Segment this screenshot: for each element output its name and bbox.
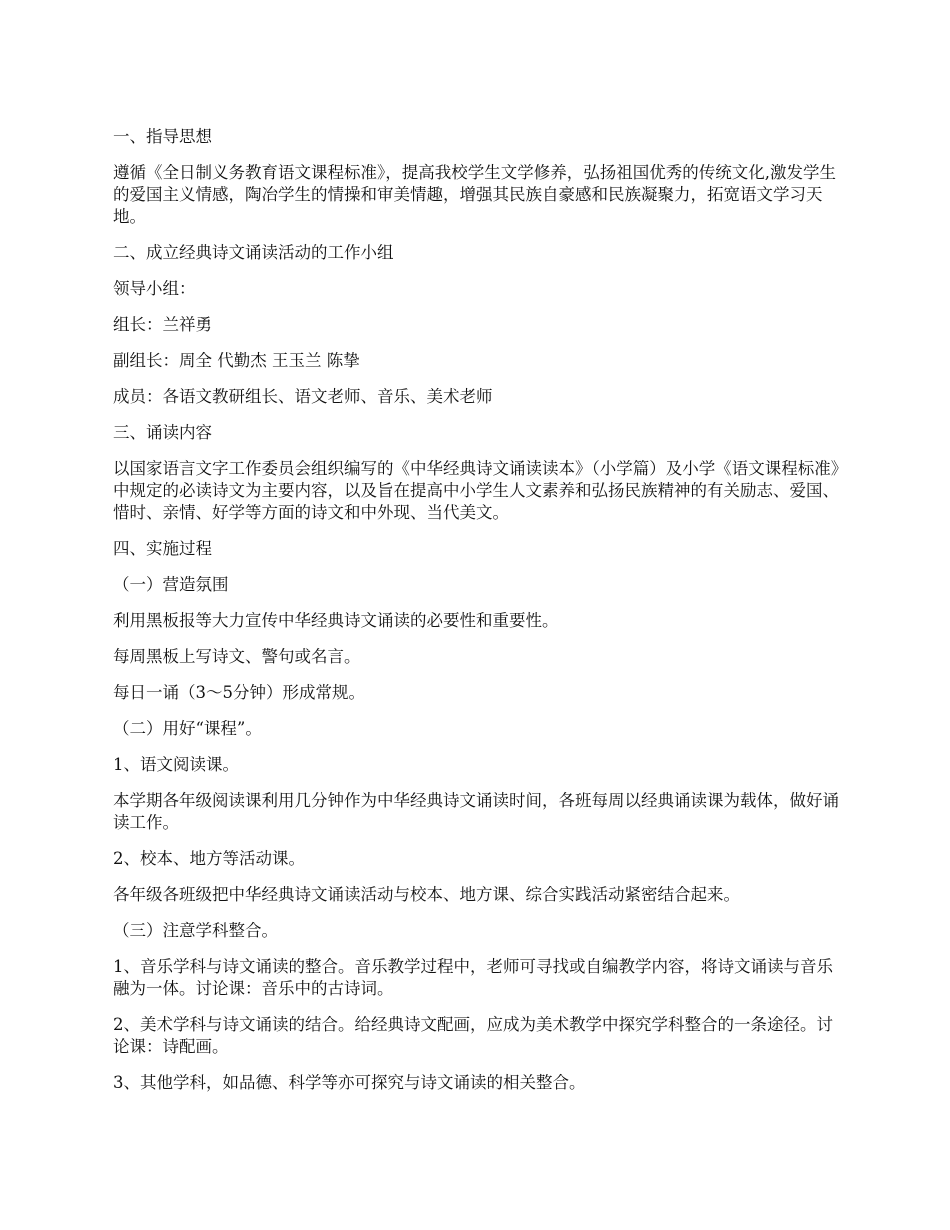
group-leader: 组长：兰祥勇 [113, 315, 212, 334]
group-members: 成员：各语文教研组长、语文老师、音乐、美术老师 [113, 387, 493, 406]
document-body [113, 126, 843, 1108]
subheading-courses: （二）用好“课程”。 [113, 719, 262, 738]
heading-guiding-ideology: 一、指导思想 [113, 127, 212, 146]
heading-reading-content: 三、诵读内容 [113, 423, 212, 442]
paragraph-blackboard-promotion: 利用黑板报等大力宣传中华经典诗文诵读的必要性和重要性。 [113, 611, 559, 630]
heading-working-group: 二、成立经典诗文诵读活动的工作小组 [113, 243, 394, 262]
heading-implementation: 四、实施过程 [113, 539, 212, 558]
subheading-atmosphere: （一）营造氛围 [113, 575, 229, 594]
item-music-integration: 1、音乐学科与诗文诵读的整合。音乐教学过程中，老师可寻找或自编教学内容，将诗文诵读与音乐融为一体。讨论课：音乐中的古诗词。 [113, 957, 833, 998]
paragraph-reading-content: 以国家语言文字工作委员会组织编写的《中华经典诗文诵读读本》（小学篇）及小学《语文课程标准》中规定的必读诗文为主要内容，以及旨在提高中小学生人文素养和弘扬民族精神的有关励志、爱国、惜时、亲情、好学等方面的诗文和中外现、当代美文。 [113, 459, 839, 522]
item-chinese-reading-class: 1、语文阅读课。 [113, 755, 239, 774]
paragraph-weekly-blackboard: 每周黑板上写诗文、警句或名言。 [113, 647, 361, 666]
deputy-group-leaders: 副组长：周全 代勤杰 王玉兰 陈挚 [113, 351, 360, 370]
item-school-local-activity: 2、校本、地方等活动课。 [113, 849, 305, 868]
item-art-integration: 2、美术学科与诗文诵读的结合。给经典诗文配画，应成为美术教学中探究学科整合的一条途径。讨论课：诗配画。 [113, 1015, 833, 1056]
leadership-group-label: 领导小组： [113, 279, 196, 298]
paragraph-school-local-activity: 各年级各班级把中华经典诗文诵读活动与校本、地方课、综合实践活动紧密结合起来。 [113, 885, 740, 904]
paragraph-daily-recitation: 每日一诵（3～5分钟）形成常规。 [113, 683, 365, 702]
paragraph-reading-class: 本学期各年级阅读课利用几分钟作为中华经典诗文诵读时间，各班每周以经典诵读课为载体，做好诵读工作。 [113, 791, 839, 832]
item-other-subjects: 3、其他学科，如品德、科学等亦可探究与诗文诵读的相关整合。 [113, 1073, 586, 1092]
paragraph-guiding-ideology: 遵循《全日制义务教育语文课程标准》，提高我校学生文学修养，弘扬祖国优秀的传统文化,激发学生的爱国主义情感，陶冶学生的情操和审美情趣，增强其民族自豪感和民族凝聚力，拓宽语文学习天地。 [113, 163, 836, 226]
subheading-subject-integration: （三）注意学科整合。 [113, 921, 278, 940]
